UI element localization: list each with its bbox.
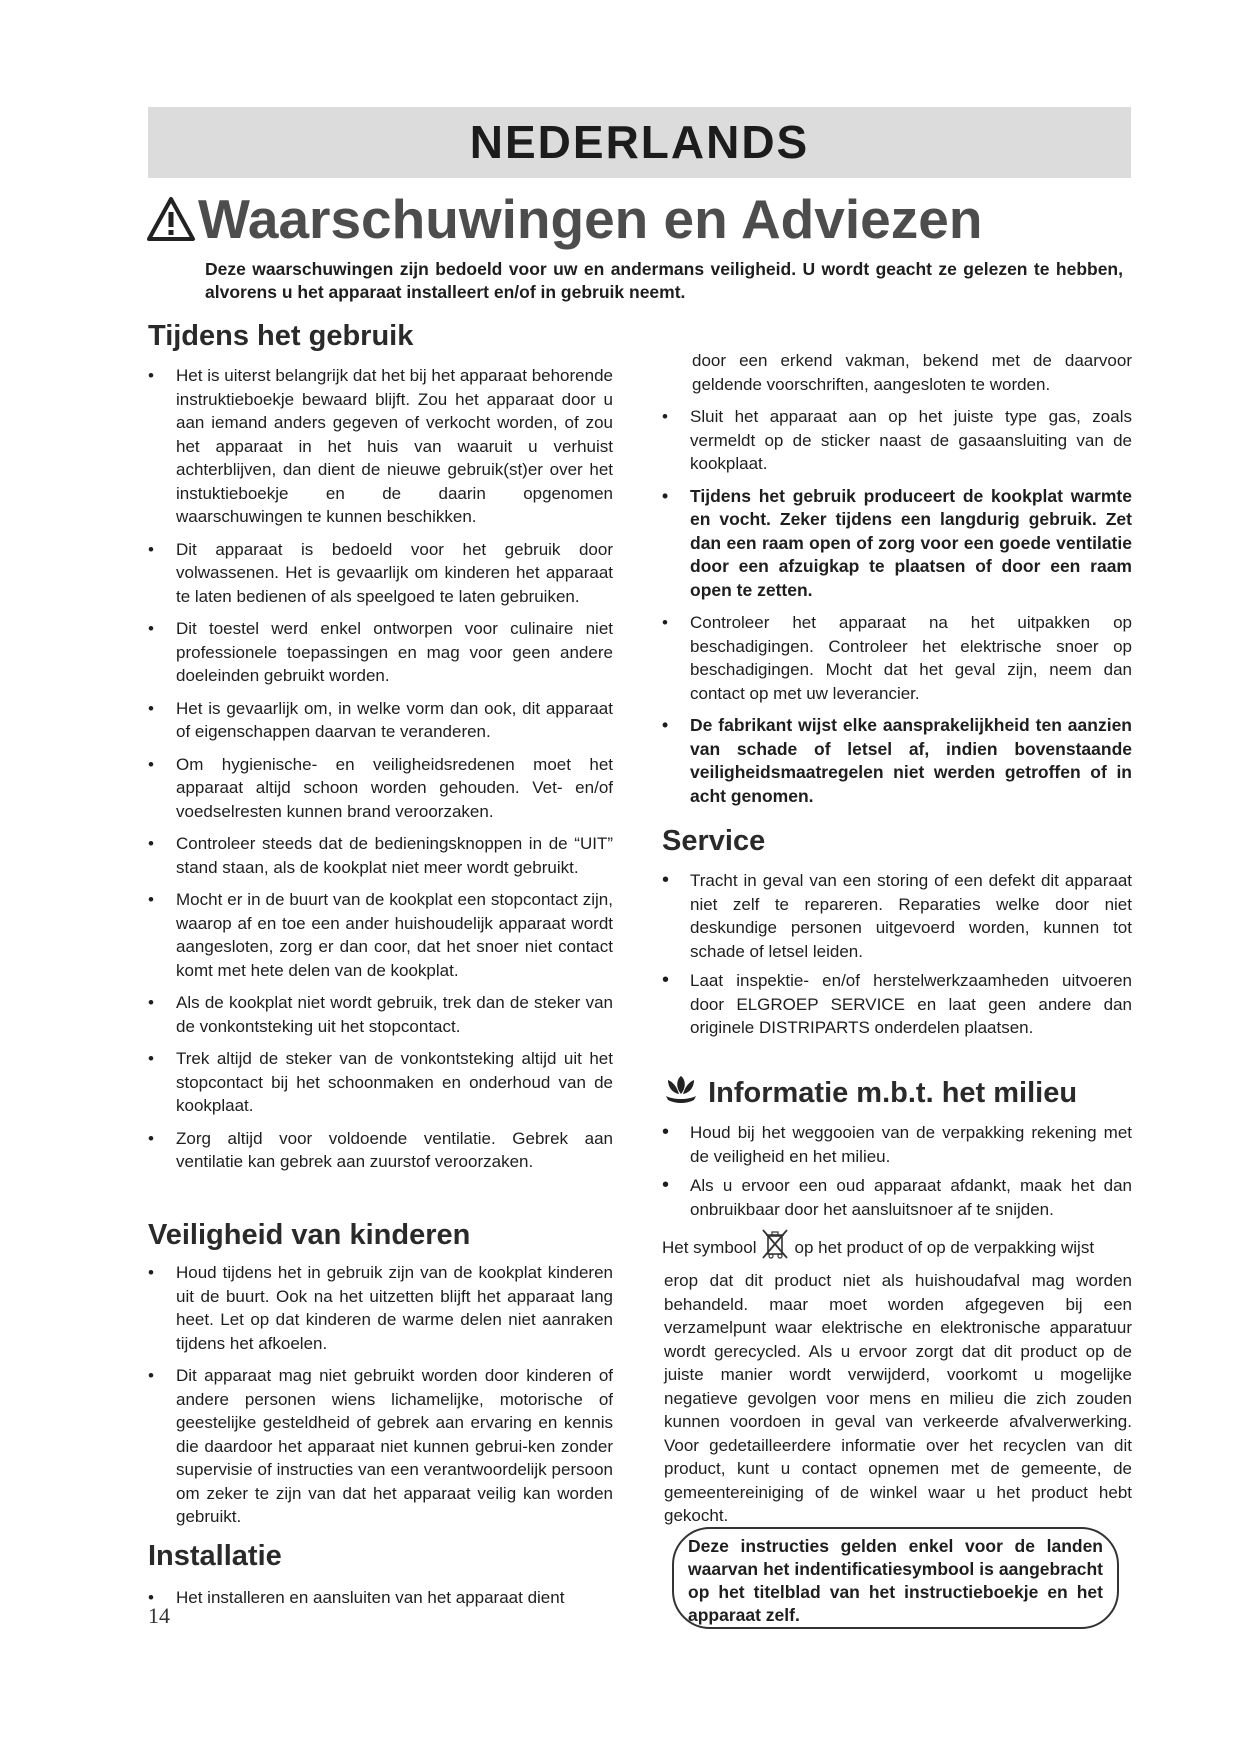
list-item: • Zorg altijd voor voldoende ventilatie. Gebrek aan ventilatie kan gebrek aan zuurstof veroorzaken. bbox=[148, 1127, 613, 1174]
list-item: • Controleer het apparaat na het uitpakken op beschadigingen. Controleer het elektrische snoer op beschadigingen. Mocht dat het geval zijn, neem dan contact op met uw leverancier. bbox=[662, 611, 1132, 705]
right-column bbox=[662, 349, 1132, 817]
list-installatie-start bbox=[148, 1586, 613, 1610]
list-item: • Houd bij het weggooien van de verpakking rekening met de veiligheid en het milieu. bbox=[662, 1121, 1132, 1168]
section-title-installatie: Installatie bbox=[148, 1540, 282, 1572]
list-item: • Het is uiterst belangrijk dat het bij het apparaat behorende instruktieboekje bewaard blijft. Zou het apparaat door u aan iemand anders gegeven of verkocht worden, of zou het apparaat in het huis van waaruit u verhuist achterblijven, dan dient de nieuwe gebruik(st)er over het instuktieboekje en de daarin opgenomen waarschuwingen te kunnen beschikken. bbox=[148, 364, 613, 529]
left-column-kinderen bbox=[148, 1217, 613, 1538]
symbol-text-before: Het symbool bbox=[662, 1238, 757, 1257]
list-item: • Als de kookplat niet wordt gebruik, trek dan de steker van de vonkontsteking uit het stopcontact. bbox=[148, 991, 613, 1038]
symbol-line bbox=[662, 1227, 1132, 1263]
list-item: • Het installeren en aansluiten van het apparaat dient bbox=[148, 1586, 613, 1610]
intro-text: Deze waarschuwingen zijn bedoeld voor uw en andermans veiligheid. U wordt geacht ze gelezen te hebben, alvorens u het apparaat installeert en/of in gebruik neemt. bbox=[205, 259, 1123, 302]
page-number: 14 bbox=[148, 1603, 170, 1628]
list-gebruik bbox=[148, 364, 613, 1174]
list-item: • Het is gevaarlijk om, in welke vorm dan ook, dit apparaat of eigenschappen daarvan te veranderen. bbox=[148, 697, 613, 744]
section-title-service: Service bbox=[662, 825, 766, 857]
left-column-installatie bbox=[148, 1538, 613, 1619]
list-installatie bbox=[662, 405, 1132, 808]
warning-triangle-icon bbox=[146, 196, 196, 242]
language-banner bbox=[148, 107, 1131, 178]
milieu-paragraph: erop dat dit product niet als huishoudafval mag worden behandeld. maar moet worden afgegeven bij een verzamelpunt waar elektrische en elektronische apparatuur wordt gerecycled. Als u ervoor zorgt dat dit product op de juiste manier wordt verwijderd, voorkomt u mogelijke negatieve gevolgen voor mens en milieu die zich zouden kunnen voordoen in geval van verkeerde afvalverwerking. Voor gedetailleerdere informatie over het recyclen van dit product, kunt u contact opnemen met de gemeente, de gemeentereiniging of de winkel waar u het product hebt gekocht. bbox=[664, 1271, 1132, 1525]
notice-box: Deze instructies gelden enkel voor de landen waarvan het indentificatiesymbool is aangebracht op het titelblad van het instructieboekje en het apparaat zelf. bbox=[672, 1527, 1119, 1629]
section-title-kinderen: Veiligheid van kinderen bbox=[148, 1219, 471, 1251]
section-title-milieu-text: Informatie m.b.t. het milieu bbox=[708, 1077, 1078, 1109]
installatie-continued: door een erkend vakman, bekend met de daarvoor geldende voorschriften, aangesloten te worden. bbox=[692, 351, 1132, 394]
list-kinderen bbox=[148, 1261, 613, 1529]
list-service bbox=[662, 869, 1132, 1040]
left-column bbox=[148, 318, 613, 1183]
list-item: • Houd tijdens het in gebruik zijn van de kookplat kinderen uit de buurt. Ook na het uitzetten blijft het apparaat lang heet. Let op dat kinderen de warme delen niet aanraken tijdens het afkoelen. bbox=[148, 1261, 613, 1355]
list-item: • De fabrikant wijst elke aansprakelijkheid ten aanzien van schade of letsel af, indien bovenstaande veiligheidsmaatregelen niet werden getroffen of in acht genomen. bbox=[662, 714, 1132, 808]
list-item: • Laat inspektie- en/of herstelwerkzaamheden uitvoeren door ELGROEP SERVICE en laat geen andere dan originele DISTRIPARTS onderdelen plaatsen. bbox=[662, 969, 1132, 1040]
right-column-milieu bbox=[662, 1070, 1132, 1528]
list-item: • Mocht er in de buurt van de kookplat een stopcontact zijn, waarop af en toe een ander huishoudelijk apparaat wordt aangesloten, zorg er dan coor, dat het snoer niet contact komt met hete delen van de kookplat. bbox=[148, 888, 613, 982]
section-title-milieu bbox=[662, 1070, 1132, 1111]
list-item: • Tracht in geval van een storing of een defekt dit apparaat niet zelf te repareren. Reparaties welke door niet deskundige personen uitgevoerd worden, kunnen tot schade of letsel leiden. bbox=[662, 869, 1132, 963]
list-item: • Dit toestel werd enkel ontworpen voor culinaire niet professionele toepassingen en mag voor geen andere doeleinden gebruikt worden. bbox=[148, 617, 613, 688]
language-heading: NEDERLANDS bbox=[469, 116, 810, 168]
symbol-text-after: op het product of op de verpakking wijst bbox=[794, 1238, 1095, 1257]
right-column-service bbox=[662, 823, 1132, 1046]
list-item: • Controleer steeds dat de bedieningsknoppen in de “UIT” stand staan, als de kookplat niet meer wordt gebruikt. bbox=[148, 832, 613, 879]
list-item: • Als u ervoor een oud apparaat afdankt, maak het dan onbruikbaar door het aansluitsnoer af te snijden. bbox=[662, 1174, 1132, 1221]
page-title bbox=[146, 184, 1136, 254]
page-title-text: Waarschuwingen en Adviezen bbox=[198, 188, 983, 250]
section-title-gebruik: Tijdens het gebruik bbox=[148, 320, 414, 352]
list-milieu bbox=[662, 1121, 1132, 1221]
list-item: • Om hygienische- en veiligheidsredenen moet het apparaat altijd schoon worden gehouden. Vet- en/of voedselresten kunnen brand veroorzaken. bbox=[148, 753, 613, 824]
list-item: • Trek altijd de steker van de vonkontsteking altijd uit het stopcontact bij het schoonmaken en onderhoud van de kookplaat. bbox=[148, 1047, 613, 1118]
list-item: • Sluit het apparaat aan op het juiste type gas, zoals vermeldt op de sticker naast de gasaansluiting van de kookplaat. bbox=[662, 405, 1132, 476]
list-item: • Tijdens het gebruik produceert de kookplat warmte en vocht. Zeker tijdens een langdurig gebruik. Zet dan een raam open of zorg voor een goede ventilatie door een afzuigkap te plaatsen of door een raam open te zetten. bbox=[662, 485, 1132, 603]
environment-flower-icon bbox=[662, 1070, 700, 1108]
crossed-bin-icon bbox=[760, 1227, 790, 1261]
list-item: • Dit apparaat mag niet gebruikt worden door kinderen of andere personen wiens lichamelijke, motorische of geestelijke gesteldheid of gebrek aan ervaring en kennis die daardoor het apparaat niet kunnen gebrui-ken zonder supervisie of instructies van een verantwoordelijk persoon om zeker te zijn van dat het apparaat veilig kan worden gebruikt. bbox=[148, 1364, 613, 1529]
list-item: • Dit apparaat is bedoeld voor het gebruik door volwassenen. Het is gevaarlijk om kinderen het apparaat te laten bedienen of als speelgoed te laten gebruiken. bbox=[148, 538, 613, 609]
